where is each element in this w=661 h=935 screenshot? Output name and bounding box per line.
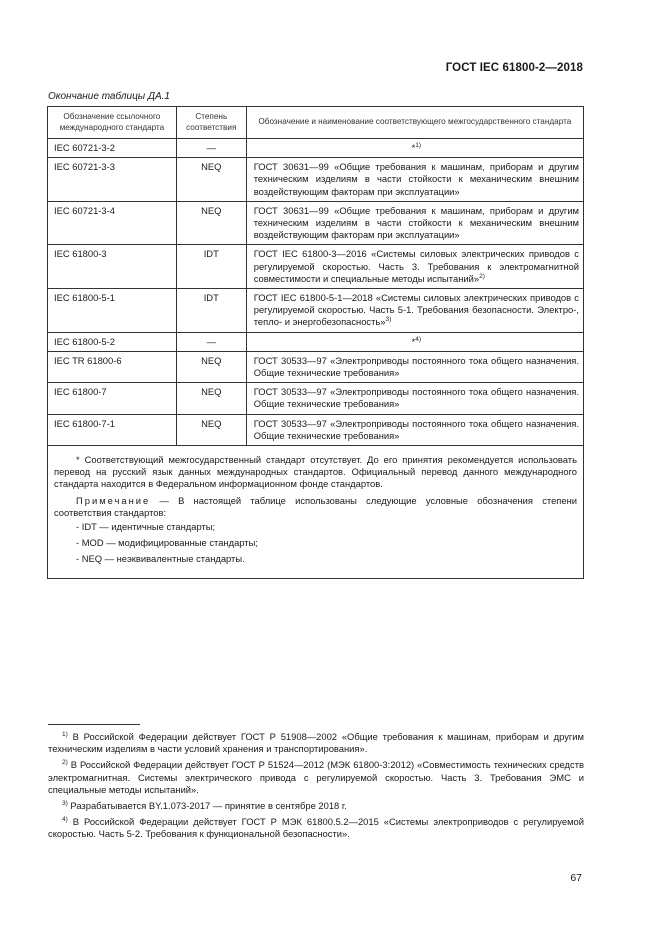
note-label: Примечание <box>76 494 151 506</box>
table-row <box>48 289 584 333</box>
footnote-item <box>48 759 584 796</box>
column-header-degree: Степень соответствия <box>176 107 246 139</box>
document-header: ГОСТ IEC 61800-2—2018 <box>445 62 583 74</box>
reference-standard-cell: IEC 60721-3-3 <box>48 158 177 202</box>
footnote-reference: 1) <box>415 142 422 149</box>
standard-title: ГОСТ 30533—97 «Электроприводы постоянного тока общего назначения. Общие технические требования» <box>253 417 579 441</box>
degree-cell: NEQ <box>176 351 246 382</box>
interstate-standard-cell <box>246 158 583 202</box>
interstate-standard-cell <box>246 201 583 245</box>
footnote-text: В Российской Федерации действует ГОСТ Р МЭК 61800.5.2—2015 «Системы электроприводов с регулируемой скоростью. Часть 5-2. Требования к функциональной безопасности». <box>48 816 584 840</box>
degree-cell: NEQ <box>176 158 246 202</box>
footnote-mark: 4) <box>62 816 68 824</box>
degree-legend-list <box>54 521 577 566</box>
list-item: - MOD — модифицированные стандарты; <box>76 537 258 549</box>
standard-title: * <box>411 335 416 347</box>
table-row <box>48 245 584 289</box>
table-caption: Окончание таблицы ДА.1 <box>48 91 170 102</box>
reference-standard-cell: IEC TR 61800-6 <box>48 351 177 382</box>
degree-cell: — <box>176 332 246 351</box>
table-row <box>48 414 584 445</box>
degree-cell: — <box>176 139 246 158</box>
asterisk-note: * Соответствующий межгосударственный стандарт отсутствует. До его принятия рекомендуется использовать перевод на русский язык данных международных стандартов. Официальный перевод данного международного стандарта находится в Федеральном информационном фонде стандартов. <box>54 454 577 490</box>
footnote-mark: 1) <box>62 731 68 738</box>
reference-standard-cell: IEC 61800-5-1 <box>48 289 177 333</box>
reference-standard-cell: IEC 61800-7-1 <box>48 414 177 445</box>
footnote-item <box>48 816 584 840</box>
interstate-standard-cell <box>246 351 583 382</box>
interstate-standard-cell <box>246 139 583 158</box>
table-row <box>48 351 584 382</box>
footnote-separator <box>48 724 140 725</box>
table-notes-row <box>48 446 584 579</box>
reference-standard-cell: IEC 60721-3-4 <box>48 201 177 245</box>
degree-cell: NEQ <box>176 201 246 245</box>
footnote-text: В Российской Федерации действует ГОСТ Р 51908—2002 «Общие требования к машинам, приборам и другим техническим изделиям в части условий хранения и транспортирования». <box>48 731 584 755</box>
table-row <box>48 201 584 245</box>
column-header-reference: Обозначение ссылочного международного стандарта <box>48 107 177 139</box>
interstate-standard-cell <box>246 414 583 445</box>
standard-title: ГОСТ 30533—97 «Электроприводы постоянного тока общего назначения. Общие технические требования» <box>253 354 579 379</box>
reference-standard-cell: IEC 61800-3 <box>48 245 177 289</box>
table-notes <box>48 446 584 579</box>
standard-title: ГОСТ IEC 61800-3—2016 «Системы силовых электрических приводов с регулируемой скоростью. Часть 3. Требования к электромагнитной совместимости и специальные методы испытаний» <box>253 248 579 284</box>
footnote-mark: 2) <box>62 759 68 767</box>
interstate-standard-cell <box>246 245 583 289</box>
standard-title: ГОСТ IEC 61800-5-1—2018 «Системы силовых электрических приводов с регулируемой скоростью. Часть 5-1. Требования безопасности. Электро-, тепло- и энергобезопасность» <box>253 292 579 328</box>
degree-cell: NEQ <box>176 383 246 414</box>
standards-table <box>47 106 584 579</box>
list-item: - IDT — идентичные стандарты; <box>76 521 216 533</box>
table-row <box>48 332 584 351</box>
footnote-reference: 4) <box>415 335 422 343</box>
footnote-reference: 3) <box>385 316 392 324</box>
reference-standard-cell: IEC 61800-5-2 <box>48 332 177 351</box>
column-header-interstate: Обозначение и наименование соответствующего межгосударственного стандарта <box>246 107 583 139</box>
table-row <box>48 158 584 202</box>
note-text: — В настоящей таблице использованы следующие условные обозначения степени соответствия стандартов: <box>54 494 577 518</box>
standard-title: ГОСТ 30631—99 «Общие требования к машинам, приборам и другим техническим изделиям в части стойкости к механическим внешним воздействующим факторам при эксплуатации» <box>253 204 579 241</box>
list-item: - NEQ — неэквивалентные стандарты. <box>76 553 245 565</box>
standard-title: * <box>411 142 416 153</box>
degree-cell: NEQ <box>176 414 246 445</box>
footnote-mark: 3) <box>62 800 68 808</box>
footnote-item <box>48 800 584 812</box>
reference-standard-cell: IEC 60721-3-2 <box>48 139 177 158</box>
footnote-text: Разрабатывается BY.1.073-2017 — принятие в сентябре 2018 г. <box>67 800 347 812</box>
reference-standard-cell: IEC 61800-7 <box>48 383 177 414</box>
table-header-row <box>48 107 584 139</box>
page-number: 67 <box>570 872 582 884</box>
table-row <box>48 383 584 414</box>
standard-title: ГОСТ 30533—97 «Электроприводы постоянного тока общего назначения. Общие технические требования» <box>253 386 579 410</box>
table-row <box>48 139 584 158</box>
footnote-reference: 2) <box>479 272 485 280</box>
interstate-standard-cell <box>246 332 583 351</box>
degree-cell: IDT <box>176 289 246 333</box>
degree-note <box>54 495 577 519</box>
footnote-item <box>48 731 584 755</box>
footnote-text: В Российской Федерации действует ГОСТ Р 51524—2012 (МЭК 61800-3:2012) «Совместимость технических средств электромагнитная. Системы электрического привода с регулируемой скоростью. Часть 3. Требования ЭМС и специальные методы испытаний». <box>48 759 584 795</box>
interstate-standard-cell <box>246 383 583 414</box>
interstate-standard-cell <box>246 289 583 333</box>
standard-title: ГОСТ 30631—99 «Общие требования к машинам, приборам и другим техническим изделиям в части стойкости к механическим внешним воздействующим факторам при эксплуатации» <box>253 161 579 197</box>
footnotes <box>48 731 584 845</box>
degree-cell: IDT <box>176 245 246 289</box>
